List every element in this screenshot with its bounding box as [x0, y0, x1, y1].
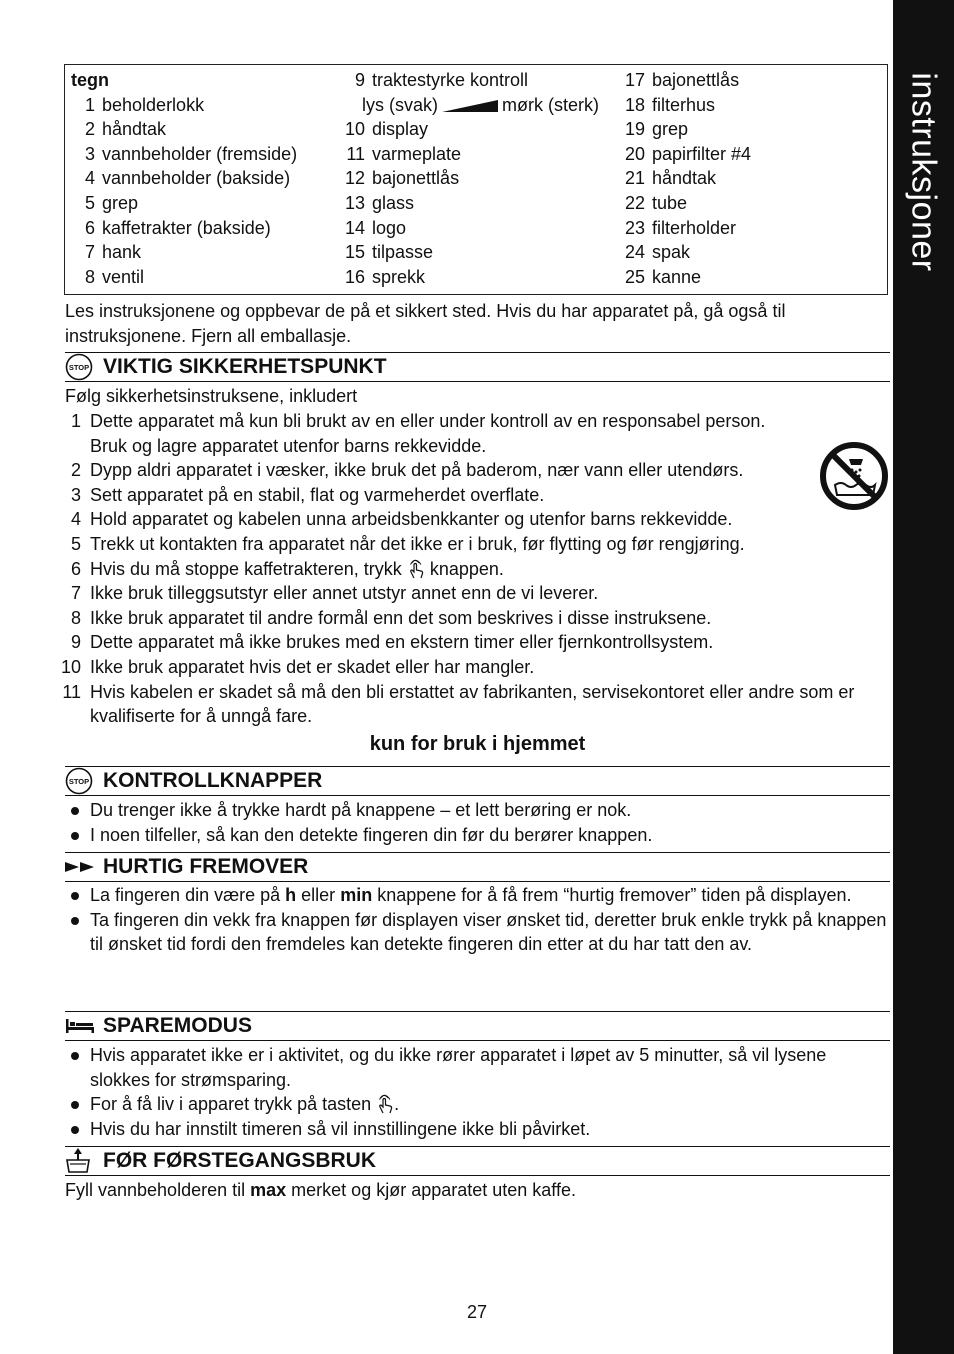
list-item: I noen tilfeller, så kan den detekte fingeren din før du berører knappen. [65, 823, 890, 848]
legend-col-2 [341, 68, 599, 289]
controls-heading: STOP KONTROLLKNAPPER [65, 766, 890, 796]
legend-item: 4 vannbeholder (bakside) [84, 168, 291, 189]
list-item: 11 Hvis kabelen er skadet så må den bli erstattet av fabrikanten, servisekontoret eller andre som er kvalifiserte for å unngå fare. [62, 681, 855, 727]
first-use-icon [65, 1148, 95, 1174]
legend-item: 8 ventil [84, 266, 145, 287]
save-mode-heading: SPAREMODUS [65, 1011, 890, 1041]
touch-button-icon [376, 1094, 394, 1114]
first-use-text: Fyll vannbeholderen til max merket og kjør apparatet uten kaffe. [65, 1180, 576, 1200]
page-number: 27 [466, 1302, 488, 1322]
side-tab [893, 0, 954, 1354]
legend-item: 5 grep [84, 192, 139, 213]
legend-box [64, 64, 888, 295]
fast-forward-list [65, 883, 890, 957]
legend-title: tegn [71, 70, 109, 90]
list-item: Du trenger ikke å trykke hardt på knappene – et lett berøring er nok. [65, 798, 890, 823]
bed-icon [65, 1013, 95, 1039]
legend-item: 2 håndtak [84, 119, 167, 140]
legend-item: 7 hank [84, 242, 142, 263]
legend-item: 1 beholderlokk [84, 94, 205, 115]
legend-item: 21 håndtak [624, 168, 717, 189]
list-item: For å få liv i apparet trykk på tasten . [65, 1092, 890, 1117]
list-item: Hvis apparatet ikke er i aktivitet, og du ikke rører apparatet i løpet av 5 minutter, så vil lysene slokkes for strømsparing. [65, 1043, 890, 1092]
no-water-icon [819, 441, 889, 511]
list-item: 7 Ikke bruk tilleggsutstyr eller annet utstyr annet enn de vi leverer. [70, 583, 599, 604]
legend-col-1 [71, 68, 297, 289]
list-item: Ta fingeren din vekk fra knappen før displayen viser ønsket tid, deretter bruk enkle trykk på knappen til ønsket tid fordi den fremdeles kan detekte fingeren din etter at du har tatt den av. [65, 908, 890, 957]
save-mode-list [65, 1043, 890, 1141]
strength-dark-label: mørk (sterk) [502, 94, 599, 115]
legend-item: 6 kaffetrakter (bakside) [84, 217, 271, 238]
strength-light-label: lys (svak) [362, 94, 438, 115]
legend-col-3-items [621, 68, 751, 289]
legend-item: 11 varmeplate [346, 143, 462, 164]
legend-item: 13 glass [344, 192, 415, 213]
list-item: 3 Sett apparatet på en stabil, flat og varmeherdet overflate. [70, 484, 545, 505]
legend-item: 19 grep [624, 119, 689, 140]
legend-item: 10 display [344, 119, 429, 140]
legend-item: 22 tube [624, 192, 688, 213]
legend-item: 15 tilpasse [344, 242, 434, 263]
legend-item: 24 spak [624, 242, 691, 263]
legend-item: 18 filterhus [624, 94, 716, 115]
strength-scale [341, 93, 599, 118]
first-use-heading: FØR FØRSTEGANGSBRUK [65, 1146, 890, 1176]
legend-item: 3 vannbeholder (fremside) [84, 143, 298, 164]
list-item: 6 Hvis du må stoppe kaffetrakteren, trykk knappen. [70, 558, 504, 579]
controls-list [65, 798, 890, 847]
stop-icon [65, 768, 95, 794]
legend-item: 25 kanne [624, 266, 702, 287]
list-item: La fingeren din være på h eller min knappene for å få frem “hurtig fremover” tiden på displayen. [65, 883, 890, 908]
legend-col-2-items [341, 117, 599, 289]
list-item: 8 Ikke bruk apparatet til andre formål enn det som beskrives i disse instruksene. [70, 607, 712, 628]
legend-item: 12 bajonettlås [344, 168, 460, 189]
legend-item: 17 bajonettlås [624, 70, 740, 90]
legend-item: 23 filterholder [624, 217, 737, 238]
side-tab-label: instruksjoner [904, 72, 943, 272]
list-item: 5 Trekk ut kontakten fra apparatet når det ikke er i bruk, før flytting og før rengjøring. [70, 533, 745, 554]
legend-item: 20 papirfilter #4 [624, 143, 752, 164]
fast-forward-icon [65, 854, 95, 880]
list-item: 10 Ikke bruk apparatet hvis det er skadet eller har mangler. [60, 656, 535, 677]
legend-col-1-items [71, 93, 297, 290]
legend-item: 9 traktestyrke kontroll [354, 70, 529, 90]
legend-item: 14 logo [344, 217, 407, 238]
list-item: 4 Hold apparatet og kabelen unna arbeidsbenkkanter og utenfor barns rekkevidde. [70, 509, 733, 530]
legend-col-3 [621, 68, 751, 289]
svg-text:STOP: STOP [68, 363, 90, 372]
intro-text: Les instruksjonene og oppbevar de på et sikkert sted. Hvis du har apparatet på, gå også til instruksjonene. Fjern all emballasje. [65, 301, 786, 346]
list-item: Hvis du har innstilt timeren så vil innstillingene ikke bli påvirket. [65, 1117, 890, 1142]
fast-forward-heading: HURTIG FREMOVER [65, 852, 890, 882]
svg-text:STOP: STOP [68, 777, 90, 786]
strength-wedge-icon [442, 100, 498, 112]
touch-button-icon [407, 559, 425, 579]
legend-item: 16 sprekk [344, 266, 426, 287]
list-item: 1 Dette apparatet må kun bli brukt av en eller under kontroll av en responsabel person. Bruk og lagre apparatet utenfor barns rekkevidde. [70, 411, 766, 456]
list-item: 2 Dypp aldri apparatet i væsker, ikke bruk det på baderom, nær vann eller utendørs. [70, 460, 744, 481]
safety-heading: STOP VIKTIG SIKKERHETSPUNKT [65, 352, 890, 382]
home-use-heading: kun for bruk i hjemmet [369, 733, 586, 755]
safety-list [60, 409, 890, 729]
stop-icon [65, 354, 95, 380]
safety-lead: Følg sikkerhetsinstruksene, inkludert [65, 386, 358, 406]
list-item: 9 Dette apparatet må ikke brukes med en ekstern timer eller fjernkontrollsystem. [70, 632, 714, 653]
